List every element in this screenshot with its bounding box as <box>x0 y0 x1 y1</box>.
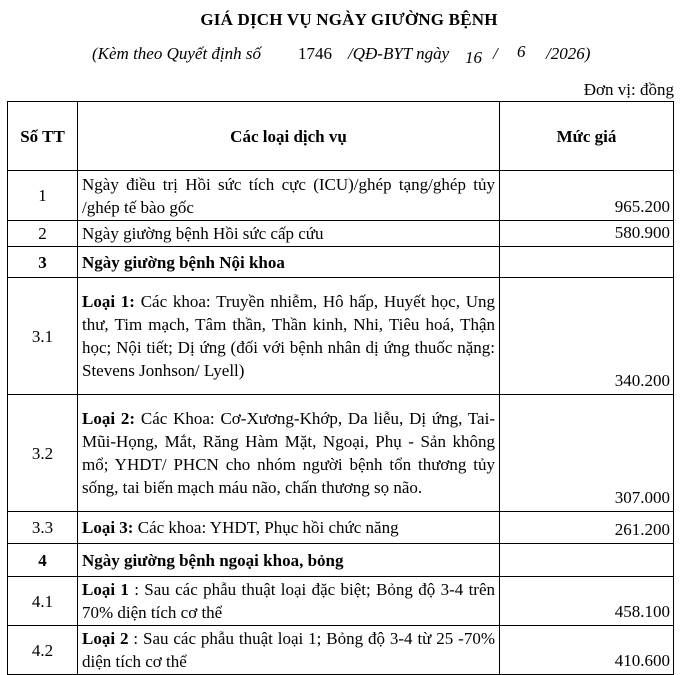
service-text: Ngày giường bệnh ngoại khoa, bỏng <box>82 550 344 570</box>
service-category-label: Loại 2 <box>82 629 129 648</box>
service-category-label: Loại 1: <box>82 292 135 311</box>
decision-mid: /QĐ-BYT ngày <box>348 44 450 63</box>
service-description <box>78 171 500 221</box>
decision-year: /2026) <box>546 44 591 63</box>
service-price: 965.200 <box>500 171 674 221</box>
table-row <box>8 221 674 247</box>
row-number: 4.1 <box>8 577 78 626</box>
table-row <box>8 278 674 395</box>
row-number: 1 <box>8 171 78 221</box>
service-description <box>78 512 500 544</box>
row-number: 3.2 <box>8 395 78 512</box>
row-number: 4 <box>8 544 78 577</box>
service-text: Ngày giường bệnh Nội khoa <box>82 252 285 272</box>
service-description <box>78 247 500 278</box>
service-description <box>78 221 500 247</box>
row-number: 3 <box>8 247 78 278</box>
decision-month: 6 <box>517 42 526 61</box>
column-header-no: Số TT <box>8 102 78 171</box>
service-description <box>78 626 500 675</box>
service-price: 340.200 <box>500 278 674 395</box>
currency-unit: Đơn vị: đồng <box>583 80 674 99</box>
service-text: Các khoa: YHDT, Phục hồi chức năng <box>133 518 399 537</box>
service-text: Các Khoa: Cơ-Xương-Khớp, Da liễu, Dị ứng, Tai-Mũi-Họng, Mắt, Răng Hàm Mặt, Ngoại, Phụ - Sản không mổ; YHDT/ PHCN cho nhóm người bệnh tổn thương tủy sống, tai biến mạch máu não, chấn thương sọ não. <box>82 409 495 497</box>
table-row <box>8 512 674 544</box>
column-header-service: Các loại dịch vụ <box>78 102 500 171</box>
table-row <box>8 395 674 512</box>
service-price: 410.600 <box>500 626 674 675</box>
service-price: 261.200 <box>500 512 674 544</box>
table-row <box>8 171 674 221</box>
row-number: 4.2 <box>8 626 78 675</box>
service-price: 307.000 <box>500 395 674 512</box>
service-description <box>78 395 500 512</box>
service-price: 458.100 <box>500 577 674 626</box>
table-row <box>8 577 674 626</box>
service-text: : Sau các phẫu thuật loại 1; Bỏng độ 3-4 từ 25 -70% diện tích cơ thể <box>82 629 496 671</box>
price-table <box>7 101 674 675</box>
decision-slash: / <box>493 44 498 63</box>
row-number: 2 <box>8 221 78 247</box>
table-row <box>8 247 674 278</box>
service-price <box>500 247 674 278</box>
service-price <box>500 544 674 577</box>
service-description <box>78 544 500 577</box>
service-category-label: Loại 1 <box>82 580 129 599</box>
service-text: Ngày giường bệnh Hồi sức cấp cứu <box>82 224 324 243</box>
table-row <box>8 544 674 577</box>
service-text: Ngày điều trị Hồi sức tích cực (ICU)/ghép tạng/ghép tủy /ghép tế bào gốc <box>82 174 495 217</box>
service-price: 580.900 <box>500 221 674 247</box>
row-number: 3.1 <box>8 278 78 395</box>
decision-day: 16 <box>465 48 482 67</box>
service-category-label: Loại 3: <box>82 518 134 537</box>
service-category-label: Loại 2: <box>82 409 136 428</box>
column-header-price: Mức giá <box>500 102 674 171</box>
document-title: GIÁ DỊCH VỤ NGÀY GIƯỜNG BỆNH <box>200 10 498 29</box>
row-number: 3.3 <box>8 512 78 544</box>
service-text: : Sau các phẫu thuật loại đặc biệt; Bỏng độ 3-4 trên 70% diện tích cơ thể <box>82 580 496 622</box>
table-header-row <box>8 102 674 171</box>
decision-reference <box>0 44 698 70</box>
decision-number: 1746 <box>298 44 332 63</box>
service-description <box>78 278 500 395</box>
service-text: Các khoa: Truyền nhiễm, Hô hấp, Huyết học, Ung thư, Tim mạch, Tâm thần, Thần kinh, Nhi, Tiêu hoá, Thận học; Nội tiết; Dị ứng (đối với bệnh nhân dị ứng thuốc nặng: Stevens Jonhson/ Lyell) <box>82 292 495 380</box>
service-description <box>78 577 500 626</box>
table-row <box>8 626 674 675</box>
decision-prefix: (Kèm theo Quyết định số <box>92 44 262 63</box>
